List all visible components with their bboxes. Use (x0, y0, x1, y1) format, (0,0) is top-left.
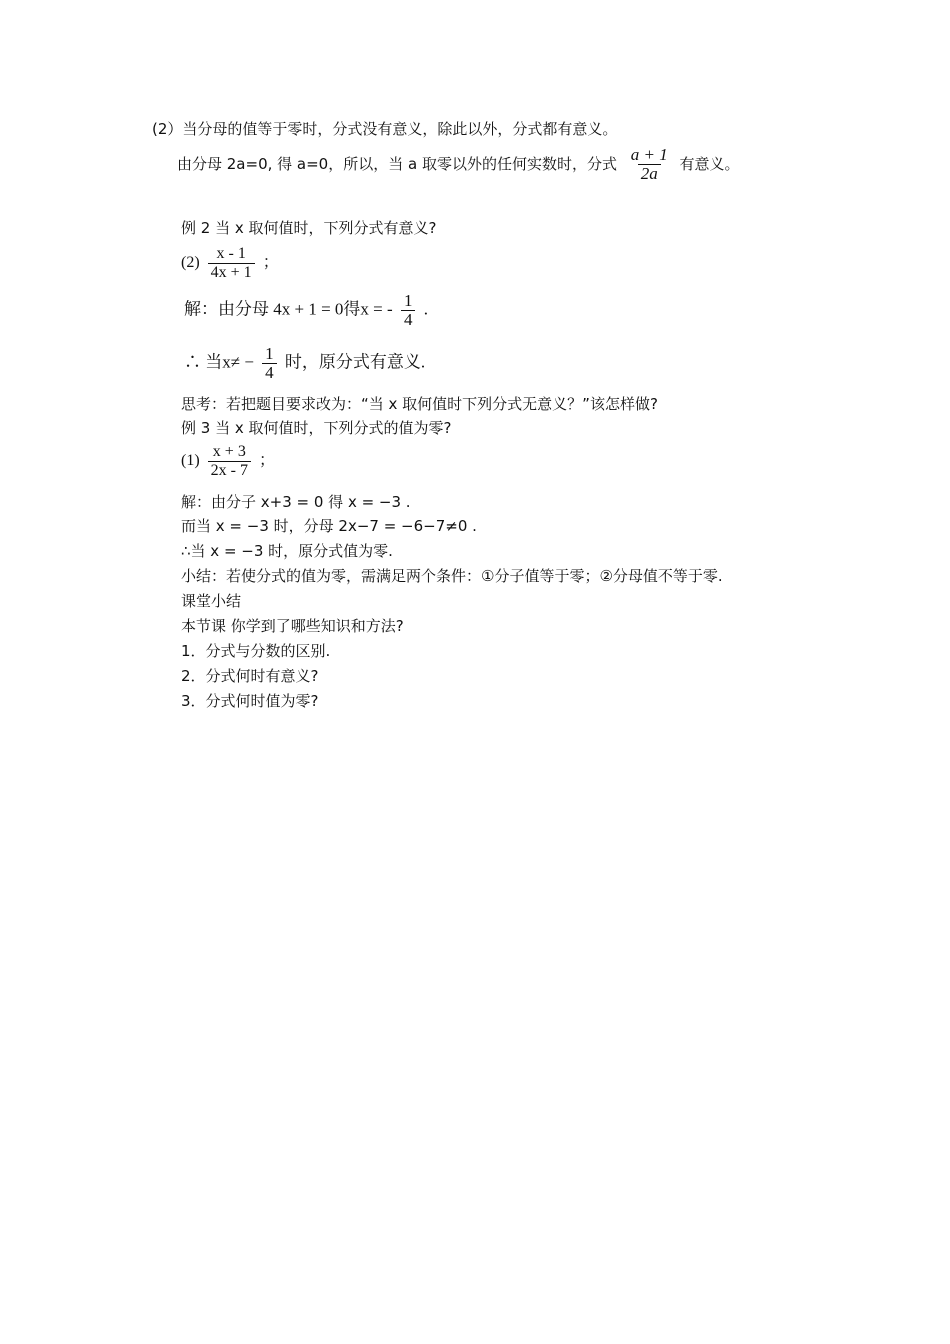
solution-text: 解：由分母 4x + 1 = 0得x = - (184, 299, 393, 319)
fraction-numerator: 1 (265, 344, 274, 363)
fraction-denominator: 2x - 7 (208, 461, 251, 480)
fraction-numerator: 1 (403, 291, 413, 310)
conclusion-text: ∴ 当x≠ − (184, 352, 254, 372)
paragraph-text: 由分母 2a=0, 得 a=0，所以，当 a 取零以外的任何实数时，分式 (177, 155, 617, 173)
fraction-denominator: 4x + 1 (208, 263, 255, 282)
class-summary-item-2: 2．分式何时有意义? (181, 667, 319, 685)
class-summary-heading: 课堂小结 (181, 592, 242, 610)
example-2-solution (184, 292, 428, 329)
item-label: (2) (181, 254, 200, 272)
class-summary-question: 本节课 你学到了哪些知识和方法? (181, 617, 404, 635)
example-2-title: 例 2 当 x 取何值时，下列分式有意义? (181, 219, 437, 237)
fraction-x-minus-1-over-4x-plus-1 (208, 245, 255, 282)
summary-conditions: 小结：若使分式的值为零，需满足两个条件：①分子值等于零；②分母值不等于零. (181, 567, 723, 585)
example-3-title: 例 3 当 x 取何值时，下列分式的值为零? (181, 419, 452, 437)
paragraph-2a-example (177, 146, 740, 183)
fraction-numerator: a + 1 (630, 145, 668, 164)
fraction-denominator: 4 (401, 310, 416, 329)
item-tail: ； (258, 452, 275, 470)
class-summary-item-1: 1．分式与分数的区别. (181, 642, 331, 660)
example-2-conclusion (184, 345, 425, 382)
think-question: 思考：若把题目要求改为：“当 x 取何值时下列分式无意义？”该怎样做? (181, 395, 658, 413)
paragraph-text-tail: 有意义。 (679, 155, 740, 173)
conclusion-tail: 时，原分式有意义. (284, 352, 426, 372)
paragraph-zero-denominator: (2）当分母的值等于零时，分式没有意义，除此以外，分式都有意义。 (152, 120, 618, 138)
example-3-solution-3: ∴当 x = −3 时，原分式值为零. (181, 542, 393, 560)
fraction-denominator: 2a (638, 164, 661, 183)
fraction-numerator: x - 1 (216, 245, 246, 262)
example-3-solution-1: 解：由分子 x+3 = 0 得 x = −3 . (181, 493, 411, 511)
fraction-a-plus-1-over-2a (628, 146, 671, 183)
fraction-one-quarter (401, 292, 416, 329)
item-tail: ； (262, 254, 279, 272)
example-3-solution-2: 而当 x = −3 时，分母 2x−7 = −6−7≠0 . (181, 517, 477, 535)
item-label: (1) (181, 452, 200, 470)
solution-period: . (423, 299, 428, 319)
fraction-one-quarter (262, 345, 277, 382)
fraction-x-plus-3-over-2x-minus-7 (208, 443, 251, 480)
example-3-item (181, 443, 275, 480)
fraction-denominator: 4 (262, 363, 277, 382)
example-2-item (181, 245, 279, 282)
class-summary-item-3: 3．分式何时值为零? (181, 692, 319, 710)
fraction-numerator: x + 3 (212, 443, 246, 460)
